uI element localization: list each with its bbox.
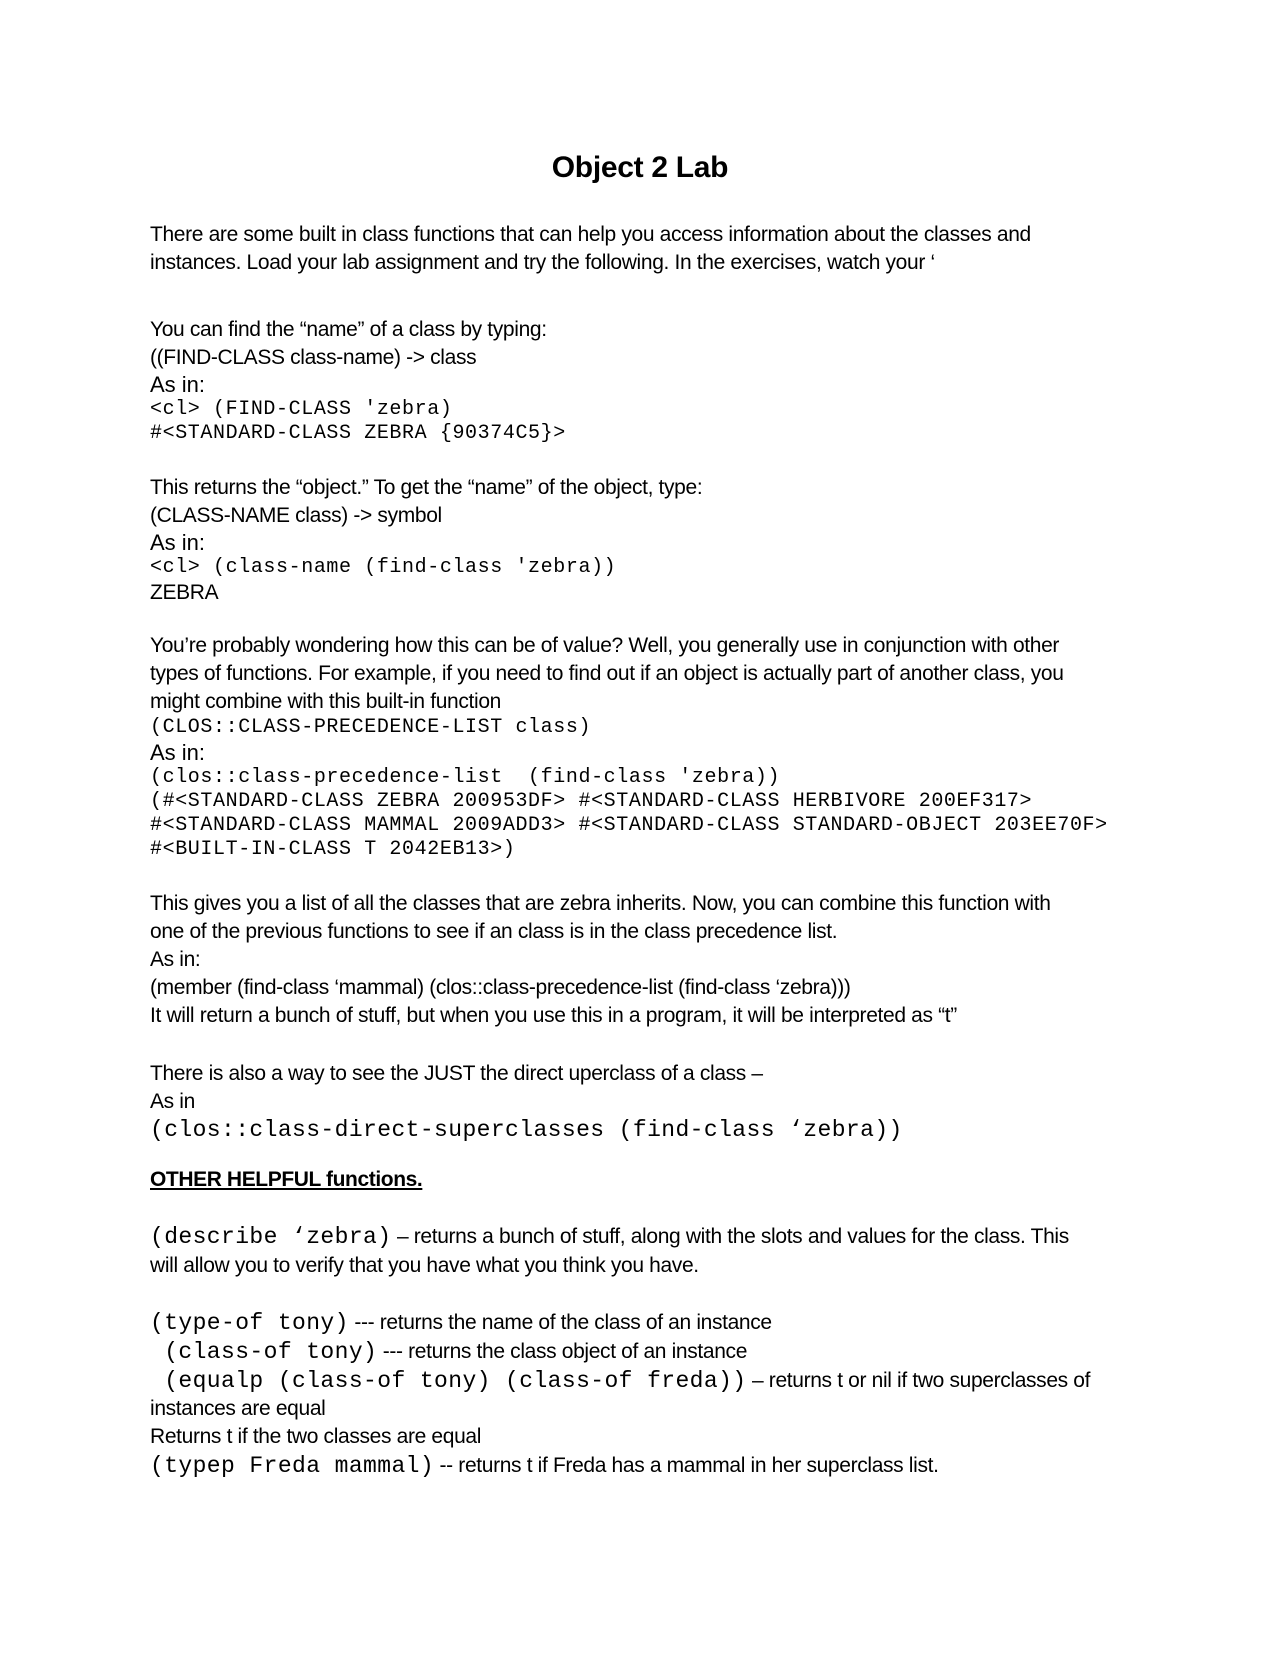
type-of-row	[150, 1308, 1150, 1337]
as-in-label: As in	[150, 1090, 195, 1113]
helpful-functions-heading: OTHER HELPFUL functions.	[150, 1168, 423, 1191]
typep-code: (typep Freda mammal)	[150, 1453, 435, 1479]
class-name-intro: This returns the “object.” To get the “name” of the object, type:	[150, 476, 703, 499]
page-title: Object 2 Lab	[551, 151, 729, 184]
equalp-text-continued: instances are equal	[150, 1397, 326, 1420]
find-class-intro: You can find the “name” of a class by typing:	[150, 318, 547, 341]
class-of-code: (class-of tony)	[150, 1339, 378, 1365]
intro-paragraph	[150, 221, 1150, 277]
code-line: #<STANDARD-CLASS ZEBRA {90374C5}>	[150, 422, 566, 445]
class-of-row	[150, 1337, 1150, 1366]
member-section	[150, 890, 1150, 1030]
paragraph-line: might combine with this built-in function	[150, 690, 501, 713]
class-name-signature: (CLASS-NAME class) -> symbol	[150, 504, 442, 527]
direct-superclass-section	[150, 1060, 1150, 1144]
as-in-label: As in:	[150, 372, 206, 397]
find-class-signature: ((FIND-CLASS class-name) -> class	[150, 346, 477, 369]
paragraph-line: This gives you a list of all the classes that are zebra inherits. Now, you can combine this function with	[150, 892, 1051, 915]
intro-line: There are some built in class functions that can help you access information about the classes and	[150, 223, 1031, 246]
describe-text-continued: will allow you to verify that you have what you think you have.	[150, 1254, 699, 1277]
functions-list	[150, 1308, 1150, 1480]
equalp-code: (equalp (class-of tony) (class-of freda))	[150, 1368, 747, 1394]
describe-code: (describe ‘zebra)	[150, 1224, 392, 1250]
code-line: #<STANDARD-CLASS MAMMAL 2009ADD3> #<STANDARD-CLASS STANDARD-OBJECT 203EE70F>	[150, 814, 1108, 837]
as-in-label: As in:	[150, 948, 201, 971]
result-line: ZEBRA	[150, 581, 219, 604]
type-of-text: --- returns the name of the class of an instance	[348, 1311, 772, 1334]
as-in-label: As in:	[150, 740, 206, 765]
code-line: <cl> (FIND-CLASS 'zebra)	[150, 398, 453, 421]
equalp-row	[150, 1366, 1150, 1395]
paragraph-line: It will return a bunch of stuff, but when you use this in a program, it will be interpreted as “t”	[150, 1004, 957, 1027]
code-line: (clos::class-precedence-list (find-class 'zebra))	[150, 766, 781, 789]
describe-row	[150, 1222, 1150, 1252]
code-line: (CLOS::CLASS-PRECEDENCE-LIST class)	[150, 716, 592, 739]
code-line: #<BUILT-IN-CLASS T 2042EB13>)	[150, 838, 516, 861]
paragraph-line: You’re probably wondering how this can be of value? Well, you generally use in conjunction with other	[150, 634, 1060, 657]
equalp-text: – returns t or nil if two superclasses of	[746, 1369, 1091, 1392]
typep-text: -- returns t if Freda has a mammal in her superclass list.	[434, 1454, 939, 1477]
describe-text: – returns a bunch of stuff, along with the slots and values for the class. This	[391, 1225, 1069, 1248]
code-line: (#<STANDARD-CLASS ZEBRA 200953DF> #<STANDARD-CLASS HERBIVORE 200EF317>	[150, 790, 1033, 813]
typep-row	[150, 1451, 1150, 1480]
intro-line: instances. Load your lab assignment and try the following. In the exercises, watch your ‘	[150, 251, 935, 274]
code-line: <cl> (class-name (find-class 'zebra))	[150, 556, 617, 579]
paragraph-line: (member (find-class ‘mammal) (clos::class-precedence-list (find-class ‘zebra)))	[150, 976, 851, 999]
type-of-code: (type-of tony)	[150, 1310, 349, 1336]
as-in-label: As in:	[150, 530, 206, 555]
describe-entry	[150, 1222, 1150, 1280]
find-class-section	[150, 316, 1150, 446]
paragraph-line: There is also a way to see the JUST the direct uperclass of a class –	[150, 1062, 763, 1085]
class-of-text: --- returns the class object of an instance	[377, 1340, 748, 1363]
paragraph-line: one of the previous functions to see if an class is in the class precedence list.	[150, 920, 838, 943]
paragraph-line: types of functions. For example, if you need to find out if an object is actually part of another class, you	[150, 662, 1064, 685]
code-line: (clos::class-direct-superclasses (find-class ‘zebra))	[150, 1117, 903, 1143]
precedence-section	[150, 632, 1150, 862]
class-name-section	[150, 474, 1150, 606]
returns-line: Returns t if the two classes are equal	[150, 1425, 482, 1448]
